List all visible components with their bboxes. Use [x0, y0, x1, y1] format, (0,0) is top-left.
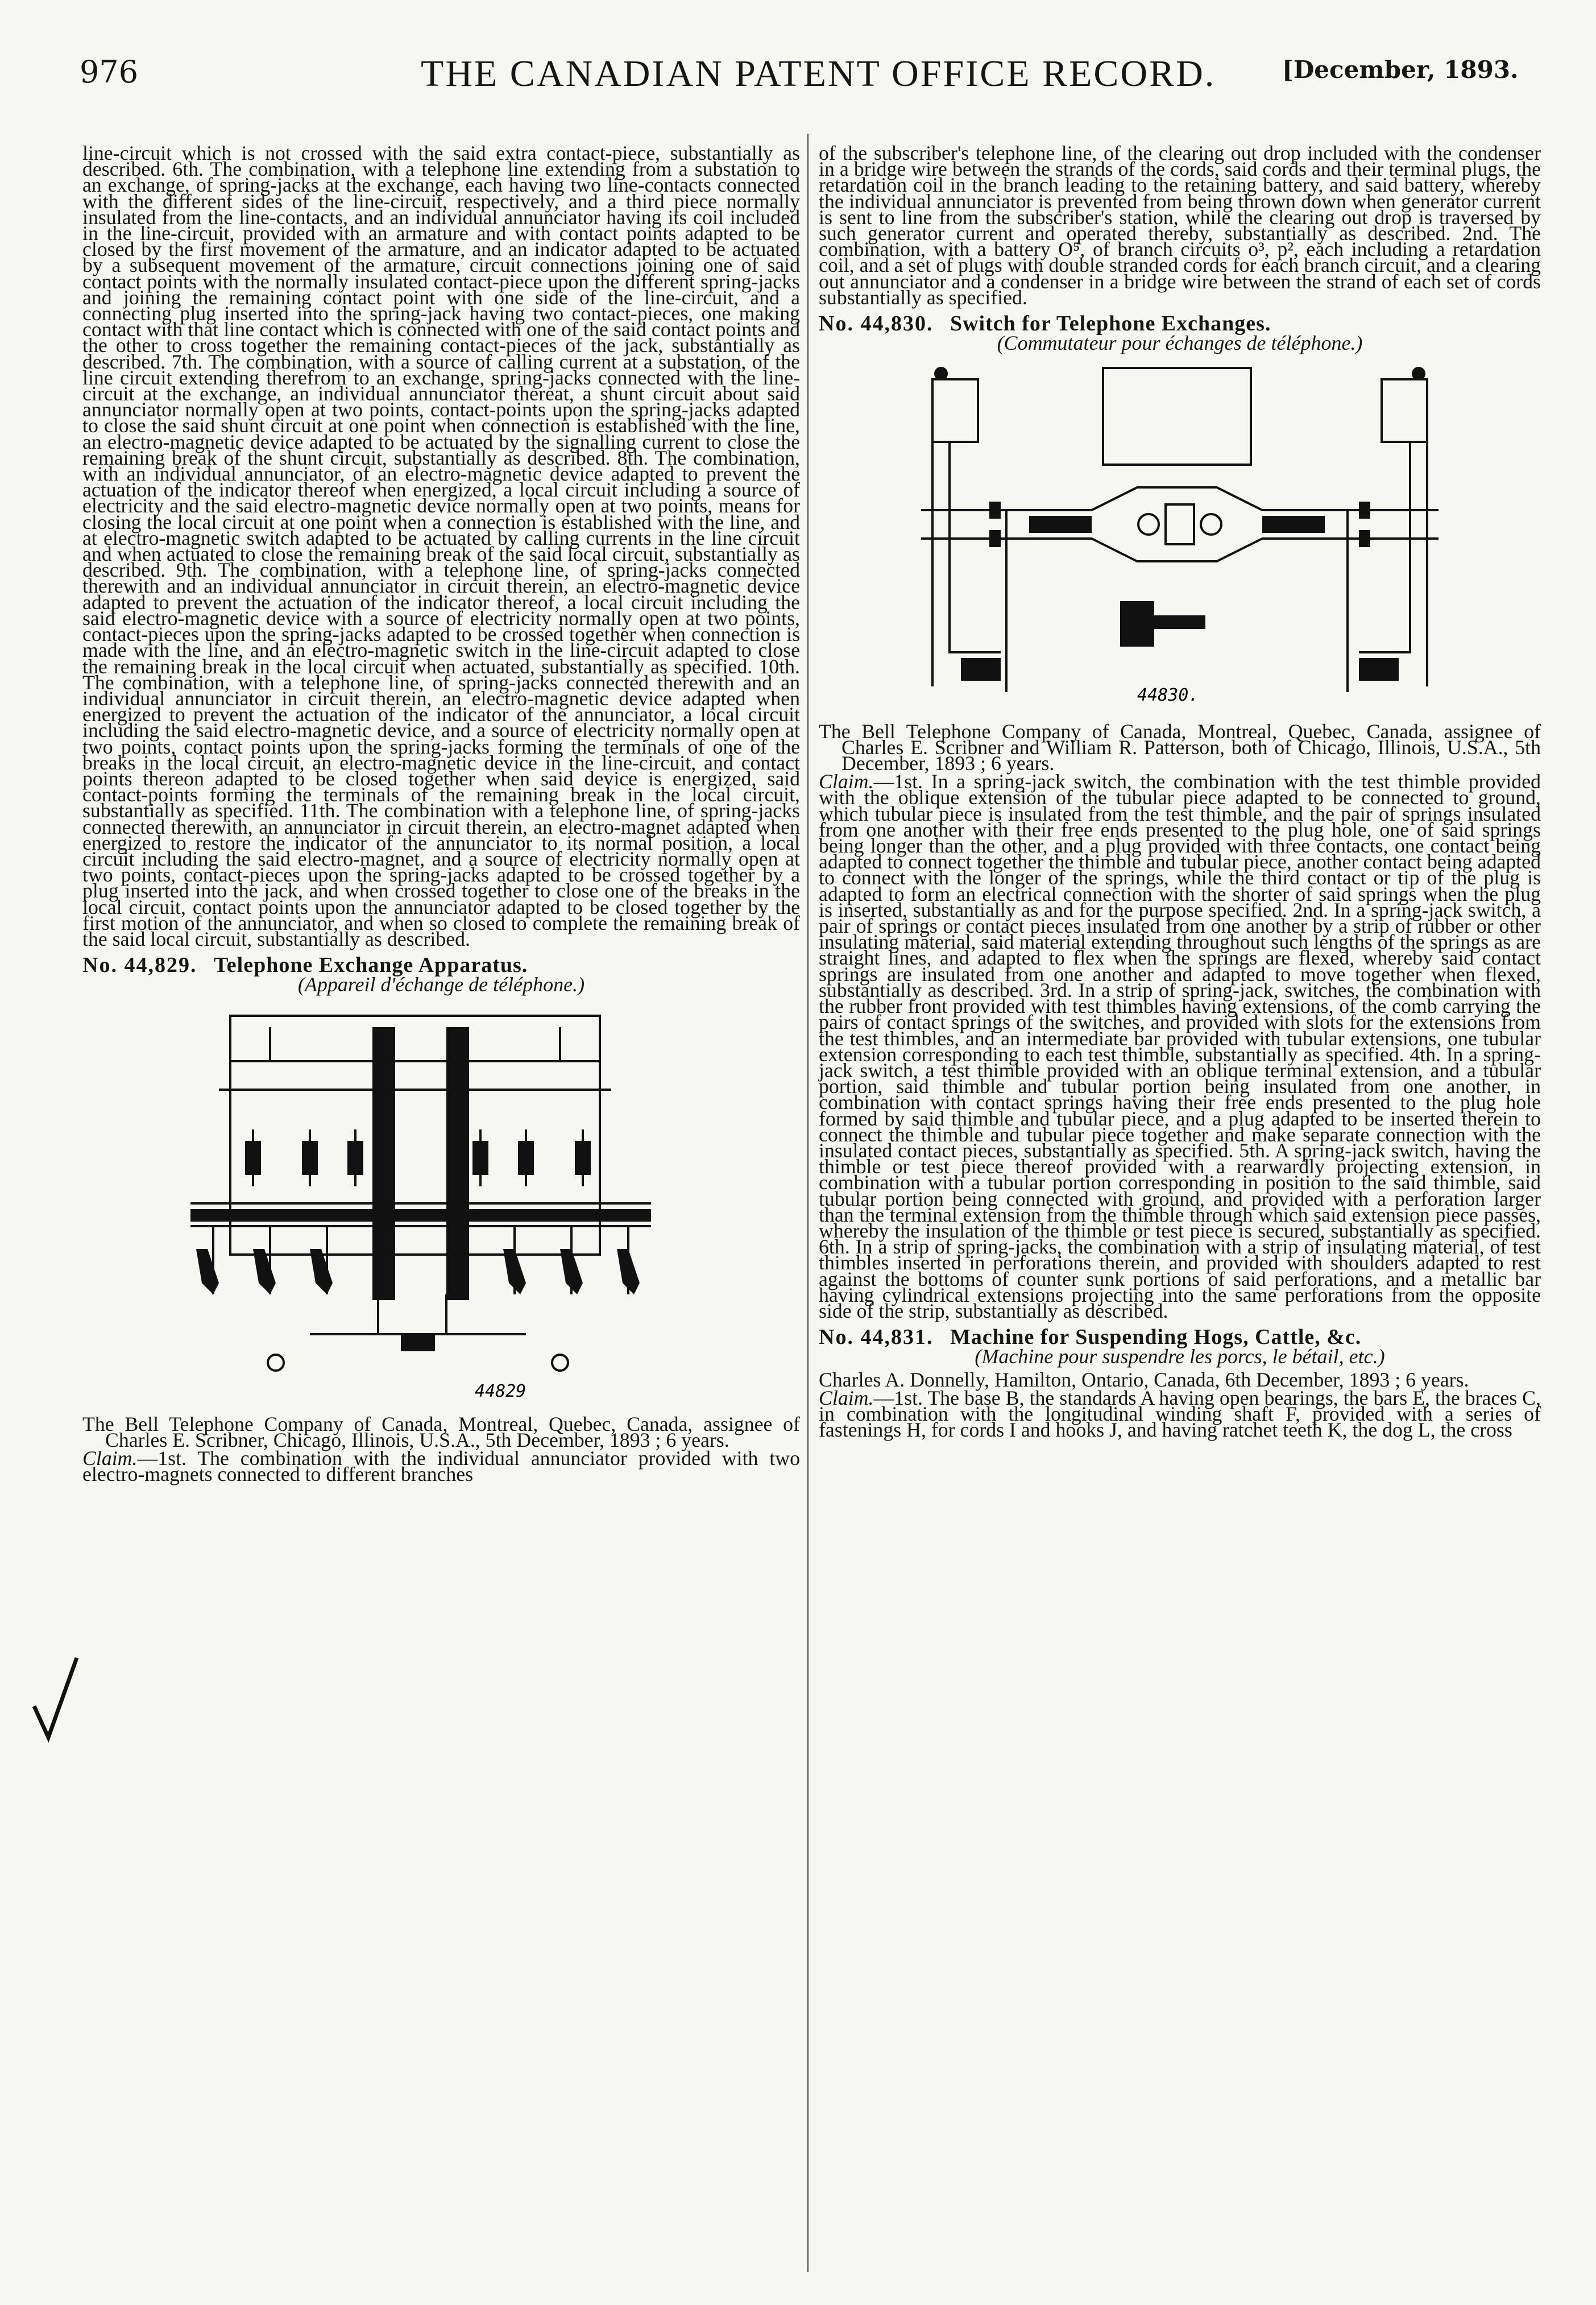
claim-label: Claim. — [82, 1447, 138, 1470]
patent-heading — [819, 1325, 1541, 1350]
page-header — [0, 0, 1596, 122]
patent-number: No. 44,830. — [819, 312, 934, 336]
patent-heading — [82, 953, 800, 978]
claim-text: —1st. In a spring-jack switch, the combination with the test thimble provided with the oblique extension of the tubular piece adapted to be connected to ground, which tubular piece is insulated from the test thimble, and the pair of springs insulated from one another with their free ends presented to the plug hole, one of said springs being longer than the other, and a plug provided with three contacts, one contact being adapted to connect together the thimble and tubular piece, another contact being adapted to connect with the longer of the springs, while the third contact or tip of the plug is adapted to form an electrical connection with the shorter of said springs when the plug is inserted, substantially as and for the purpose specified. 2nd. In a spring-jack switch, a pair of springs or contact pieces insulated from one another by a strip of rubber or other insulating material, said material extending throughout such lengths of the springs as are straight lines, and adapted to flex when the springs are flexed, whereby said contact springs are insulated from one another and adapted to move together when flexed, substantially as described. 3rd. In a strip of spring-jack, switches, the combination with the rubber front provided with test thimbles having extensions, of the comb carrying the pairs of contact springs of the switches, and provided with slots for the extensions from the test thimbles, and an intermediate bar provided with tubular extensions, one tubular extension corresponding to each test thimble, substantially as specified. 4th. In a spring-jack switch, a test thimble provided with an oblique terminal extension, and a tubular portion, said thimble and tubular portion being insulated from one another, in combination with contact springs having their free ends presented to the plug hole formed by said thimble and tubular piece, and a plug adapted to be inserted therein to connect the thimble and tubular piece together and make separate connection with the insulated contact pieces, substantially as specified. 5th. A spring-jack switch, having the thimble or test piece thereof provided with a rearwardly projecting extension, in combination with a tubular portion corresponding in position to the said thimble, said tubular portion being connected with ground, and provided with a perforation larger than the terminal extension from the thimble through which said extension piece passes, whereby the insulation of the thimble or test piece is secured, substantially as specified. 6th. In a strip of spring-jacks, the combination with a strip of insulating material, of test thimbles inserted in perforations therein, and provided with shoulders adapted to rest against the bottoms of counter sunk portions of said perforations, and a metallic bar having cylindrical extensions projecting into the same perforations from the opposite side of the strip, substantially as described. — [819, 770, 1541, 1322]
continued-claims-text: line-circuit which is not crossed with the said extra contact-piece, substantially as described. 6th. The combination, with a telephone line extending from a substation to an exchange, of spring-jacks at the exchange, each having two line-contacts connected with the different sides of the line-circuit, respectively, and a third piece normally insulated from the line-contacts, and an individual annunciator having its coil included in the line-circuit, provided with an armature and with contact points adapted to be closed by the first movement of the armature, and an indicator adapted to be actuated by a subsequent movement of the armature, circuit connections joining one of said contact points with the normally insulated contact-piece upon the different spring-jacks and joining the remaining contact point with one side of the line-circuit, and a connecting plug inserted into the spring-jack having two contact-pieces, one making contact with that line contact which is connected with one of the said contact points and the other to cross together the remaining contact-pieces of the jack, substantially as described. 7th. The combination, with a source of calling current at a substation, of the line circuit extending therefrom to an exchange, spring-jacks connected with the line-circuit at the exchange, an individual annunciator thereat, a shunt circuit about said annunciator normally open at two points, contact-points upon the spring-jacks adapted to close the said shunt circuit at one point when connection is established with the line, an electro-magnetic device adapted to be actuated by the signalling current to close the remaining break of the shunt circuit, substantially as described. 8th. The combination, with an individual annunciator, of an electro-magnetic device adapted to prevent the actuation of the indicator thereof when energized, a local circuit including a source of electricity and the said electro-magnetic device normally open at two points, means for closing the local circuit at one point when a connection is established with the line, and at electro-magnetic switch adapted to be actuated by calling currents in the line circuit and when actuated to close the remaining break of the said local circuit, substantially as described. 9th. The combination, with a telephone line, of spring-jacks connected therewith and an individual annunciator in circuit therein, an electro-magnetic device adapted to prevent the actuation of the indicator thereof, a local circuit including the said electro-magnetic device with a source of electricity normally open at two points, contact-pieces upon the spring-jacks adapted to be crossed together when connection is made with the line, and an electro-magnetic switch in the line-circuit adapted to close the remaining break in the local circuit when actuated, substantially as specified. 10th. The combination, with a telephone line, of spring-jacks connected therewith and an individual annunciator in circuit therein, an electro-magnetic device adapted when energized to prevent the actuation of the indicator of the annunciator, a local circuit including the said electro-magnetic device, and a source of electricity normally open at two points, contact points upon the spring-jacks forming the terminals of one of the breaks in the local circuit, an electro-magnetic device in the line-circuit, and contact points thereon adapted to be closed together when said device is energized, said contact-points forming the terminals of the remaining break in the local circuit, substantially as specified. 11th. The combination with a telephone line, of spring-jacks connected therewith, an annunciator in circuit therein, an electro-magnet adapted when energized to restore the indicator of the annunciator to its normal position, a local circuit including the said electro-magnet, and a source of electricity normally open at two points, contact-pieces upon the spring-jacks adapted to be crossed together by a plug inserted into the jack, and when crossed together to close one of the breaks in the local circuit, contact points upon the annunciator adapted to be closed together by the first motion of the annunciator, and when so closed to complete the remaining break of the said local circuit, substantially as described. — [82, 142, 800, 950]
check-mark — [23, 1652, 91, 1743]
patent-title: Switch for Telephone Exchanges. — [950, 312, 1271, 336]
left-column — [82, 142, 800, 1486]
patent-drawing-44830 — [819, 357, 1541, 715]
patent-number: No. 44,831. — [819, 1325, 934, 1350]
grantee-info: Charles A. Donnelly, Hamilton, Ontario, Canada, 6th December, 1893 ; 6 years. — [819, 1368, 1469, 1391]
french-title: (Machine pour suspendre les porcs, le bétail, etc.) — [975, 1345, 1385, 1368]
grantee-info: The Bell Telephone Company of Canada, Montreal, Quebec, Canada, assignee of Charles E. Scribner and William R. Patterson, both of Chicago, Illinois, U.S.A., 5th December, 1893 ; 6 years. — [819, 719, 1541, 775]
claim-paragraph — [819, 770, 1541, 1322]
claim-label: Claim. — [819, 770, 874, 793]
column-divider — [807, 134, 809, 2272]
claim-paragraph — [82, 1447, 800, 1486]
patent-title: Telephone Exchange Apparatus. — [213, 953, 528, 978]
figure-telephone-exchange — [82, 999, 800, 1409]
right-column — [819, 142, 1541, 1442]
patent-number: No. 44,829. — [82, 953, 197, 978]
issue-date: [December, 1893. — [1282, 56, 1519, 84]
french-title: (Appareil d'échange de téléphone.) — [297, 973, 585, 996]
claim-text: —1st. The combination with the individual annunciator provided with two electro-magnets connected to different branches — [82, 1447, 800, 1486]
journal-title: THE CANADIAN PATENT OFFICE RECORD. — [421, 53, 1216, 94]
continued-claims-text: of the subscriber's telephone line, of the clearing out drop included with the condenser in a bridge wire between the strands of the cords, said cords and their terminal plugs, the retardation coil in the branch leading to the retaining battery, and said battery, whereby the individual annunciator is prevented from being thrown down when generator current is sent to line from the subscriber's station, while the clearing out drop is traversed by such generator current and operated thereby, substantially as described. 2nd. The combination, with a battery O⁵, of branch circuits o³, p², each including a retardation coil, and a set of plugs with double stranded cords for each branch circuit, and a clearing out annunciator and a condenser in a bridge wire between the strand of each set of cords substantially as specified. — [819, 142, 1541, 309]
figure-label: 44830. — [1137, 685, 1199, 706]
claim-paragraph — [819, 1386, 1541, 1442]
page-number: 976 — [80, 54, 139, 90]
grantee-info: The Bell Telephone Company of Canada, Montreal, Quebec, Canada, assignee of Charles E. Scribner, Chicago, Illinois, U.S.A., 5th December, 1893 ; 6 years. — [82, 1412, 800, 1451]
figure-label: 44829 — [475, 1381, 527, 1401]
patent-heading — [819, 312, 1541, 336]
claim-text: —1st. The base B, the standards A having open bearings, the bars E, the braces C, in combination with the longitudinal winding shaft F, provided with a series of fastenings H, for cords I and hooks J, and having ratchet teeth K, the dog L, the cross — [819, 1386, 1541, 1442]
patent-drawing-44829 — [82, 999, 800, 1408]
patent-title: Machine for Suspending Hogs, Cattle, &c. — [950, 1325, 1362, 1350]
claim-label: Claim. — [819, 1386, 874, 1409]
french-title: (Commutateur pour échanges de téléphone.) — [997, 332, 1363, 355]
figure-switch — [819, 357, 1541, 716]
